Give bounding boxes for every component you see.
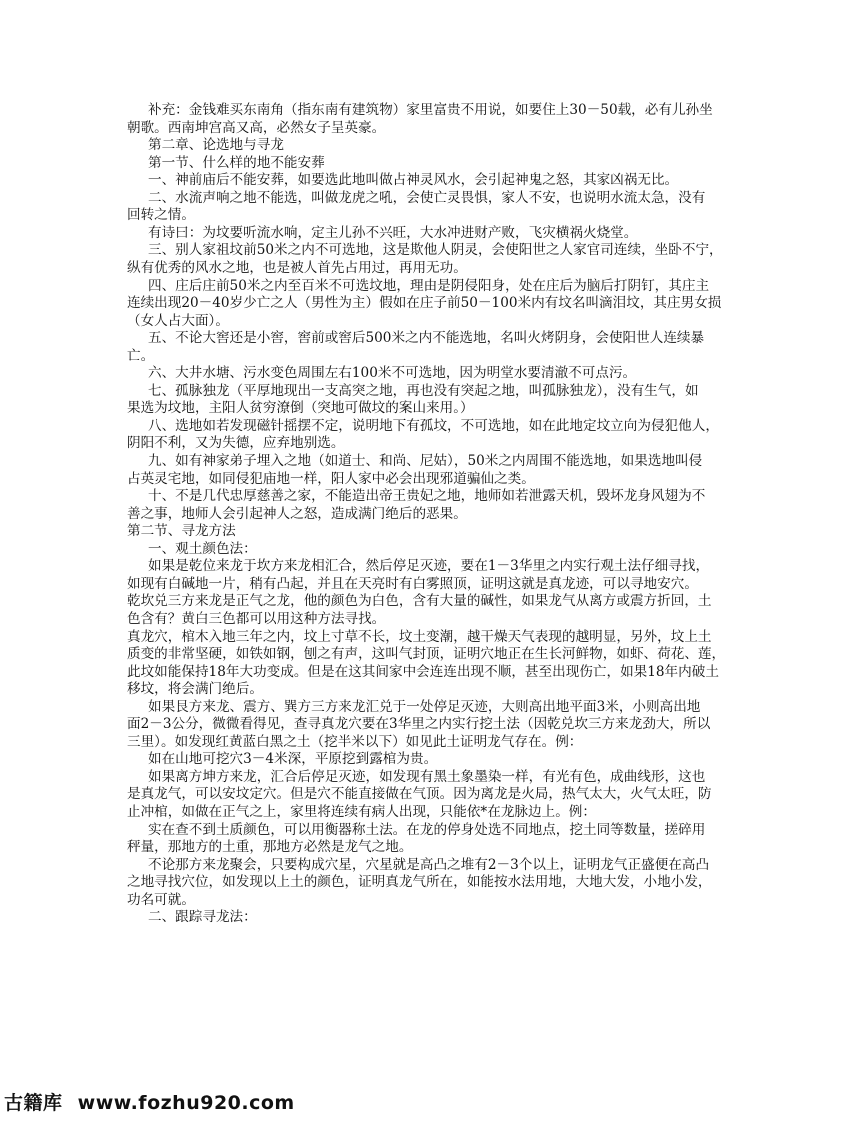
text-line: 如在山地可挖穴3－4米深，平原挖到露棺为贵。 (148, 751, 438, 768)
text-line: 是真龙气，可以安坟定穴。但是穴不能直接做在气顶。因为离龙是火局，热气太大，火气太旺，防 (127, 786, 712, 803)
text-line: 真龙穴，棺木入地三年之内，坟上寸草不长，坟土变潮，越干燥天气表现的越明显，另外，坟上土 (127, 628, 712, 645)
text-line: 色含有？黄白三色都可以用这种方法寻找。 (127, 610, 386, 627)
text-line: 秤量，那地方的土重，那地方必然是龙气之地。 (127, 839, 413, 856)
text-line: 果选为坟地，主阳人贫穷潦倒（突地可做坟的案山来用。） (127, 400, 474, 417)
text-line: 如果是乾位来龙于坎方来龙相汇合，然后停足灭迹，要在1－3华里之内实行观土法仔细寻找， (148, 558, 710, 575)
text-line: 如果离方坤方来龙，汇合后停足灭迹，如发现有黑土象墨染一样，有光有色，成曲线形，这也 (148, 768, 706, 785)
text-line: 善之事，地师人会引起神人之怒，造成满门绝后的恶果。 (127, 505, 467, 522)
text-line: 止冲棺，如做在正气之上，家里将连续有病人出现，只能依*在龙脉边上。例： (127, 804, 596, 820)
text-line: 八、选地如若发现磁针摇摆不定，说明地下有孤坟，不可选地，如在此地定坟立向为侵犯他人， (148, 417, 719, 434)
text-line: 如现有白碱地一片，稍有凸起，并且在天亮时有白雾照顶，证明这就是真龙迹，可以寻地安穴。 (127, 575, 698, 592)
watermark-label: 古籍库 (4, 1092, 63, 1114)
text-line: 十、不是几代忠厚慈善之家，不能造出帝王贵妃之地，地师如若泄露天机，毁坏龙身风翅为不 (148, 488, 706, 505)
text-line: 五、不论大窖还是小窖，窖前或窖后500米之内不能选地，名叫火烤阴身，会使阳世人连续暴 (148, 330, 705, 347)
text-line: 二、跟踪寻龙法： (148, 909, 257, 926)
text-line: 一、观土颜色法： (148, 540, 257, 557)
text-line: 实在查不到土质颜色，可以用衡器称土法。在龙的停身处选不同地点，挖土同等数量，搓碎用 (148, 821, 706, 838)
text-line: 二、水流声响之地不能选，叫做龙虎之吼，会使亡灵畏惧，家人不安，也说明水流太急，没有 (148, 189, 706, 206)
text-line: 第二章、论选地与寻龙 (148, 137, 284, 154)
text-line: 四、庄后庄前50米之内至百米不可选坟地，理由是阴侵阳身，处在庄后为脑后打阴钉，其庄主 (148, 277, 710, 294)
watermark-url: www.fozhu920.com (77, 1092, 295, 1114)
text-line: 一、神前庙后不能安葬，如要选此地叫做占神灵风水，会引起神鬼之怒，其家凶祸无比。 (148, 172, 679, 189)
text-line: 三里）。如发现红黄蓝白黑之土（挖半米以下）如见此土证明龙气存在。例： (127, 733, 583, 750)
text-line: 亡。 (127, 347, 155, 364)
text-line: 占英灵宅地，如同侵犯庙地一样，阳人家中必会出现邪道骗仙之类。 (127, 470, 535, 487)
text-line: 此坟如能保持18年大功变成。但是在这其间家中会连连出现不顺，甚至出现伤亡，如果18年内破土 (127, 663, 719, 680)
text-line: 不论那方来龙聚会，只要构成穴星，穴星就是高凸之堆有2－3个以上，证明龙气正盛便在高凸 (148, 856, 710, 873)
site-watermark (4, 1088, 295, 1128)
text-line: 之地寻找穴位，如发现以上土的颜色，证明真龙气所在，如能按水法用地，大地大发，小地小发， (127, 874, 712, 891)
text-line: 补充：金钱难买东南角（指东南有建筑物）家里富贵不用说，如要住上30－50载，必有儿孙坐 (148, 102, 713, 118)
text-line: 第二节、寻龙方法 (127, 523, 236, 540)
text-line: 纵有优秀的风水之地，也是被人首先占用过，再用无功。 (127, 259, 467, 276)
text-line: 三、别人家祖坟前50米之内不可选地，这是欺他人阴灵，会使阳世之人家官司连续，坐卧不宁， (148, 242, 723, 259)
text-line: 朝歌。西南坤宫高又高，必然女子呈英豪。 (127, 119, 386, 136)
text-line: 面2－3公分，微微看得见，查寻真龙穴要在3华里之内实行挖土法（因乾兑坎三方来龙劲大，所以 (127, 716, 711, 733)
text-line: 六、大井水塘、污水变色周围左右100米不可选地，因为明堂水要清澈不可点污。 (148, 365, 637, 382)
text-line: 功名可就。 (127, 891, 195, 908)
text-line: 阴阳不利，又为失德，应弃地别选。 (127, 435, 345, 452)
text-line: 质变的非常坚硬，如铁如钢，刨之有声，这叫气封顶，证明穴地正在生长河鲜物，如虾、荷花、莲， (127, 646, 726, 663)
text-line: 第一节、什么样的地不能安葬 (148, 154, 325, 171)
text-line: 回转之情。 (127, 207, 195, 224)
text-line: 乾坎兑三方来龙是正气之龙，他的颜色为白色，含有大量的碱性，如果龙气从离方或震方折回，土 (127, 593, 712, 610)
text-line: 连续出现20－40岁少亡之人（男性为主）假如在庄子前50－100米内有坟名叫滴泪坟，其庄男女损 (127, 295, 722, 312)
text-line: 如果艮方来龙、震方、巽方三方来龙汇兑于一处停足灭迹，大则高出地平面3米，小则高出地 (148, 698, 701, 715)
text-line: （女人占大面）。 (127, 312, 229, 329)
text-line: 移坟，将会满门绝后。 (127, 681, 263, 698)
text-line: 九、如有神家弟子埋入之地（如道士、和尚、尼姑），50米之内周围不能选地，如果选地叫侵 (148, 453, 703, 469)
text-line: 七、孤脉独龙（平厚地现出一支高突之地，再也没有突起之地，叫孤脉独龙），没有生气，如 (148, 382, 699, 399)
text-line: 有诗曰：为坟要听流水响，定主儿孙不兴旺，大水冲进财产败，飞灾横祸火烧堂。 (148, 224, 638, 241)
